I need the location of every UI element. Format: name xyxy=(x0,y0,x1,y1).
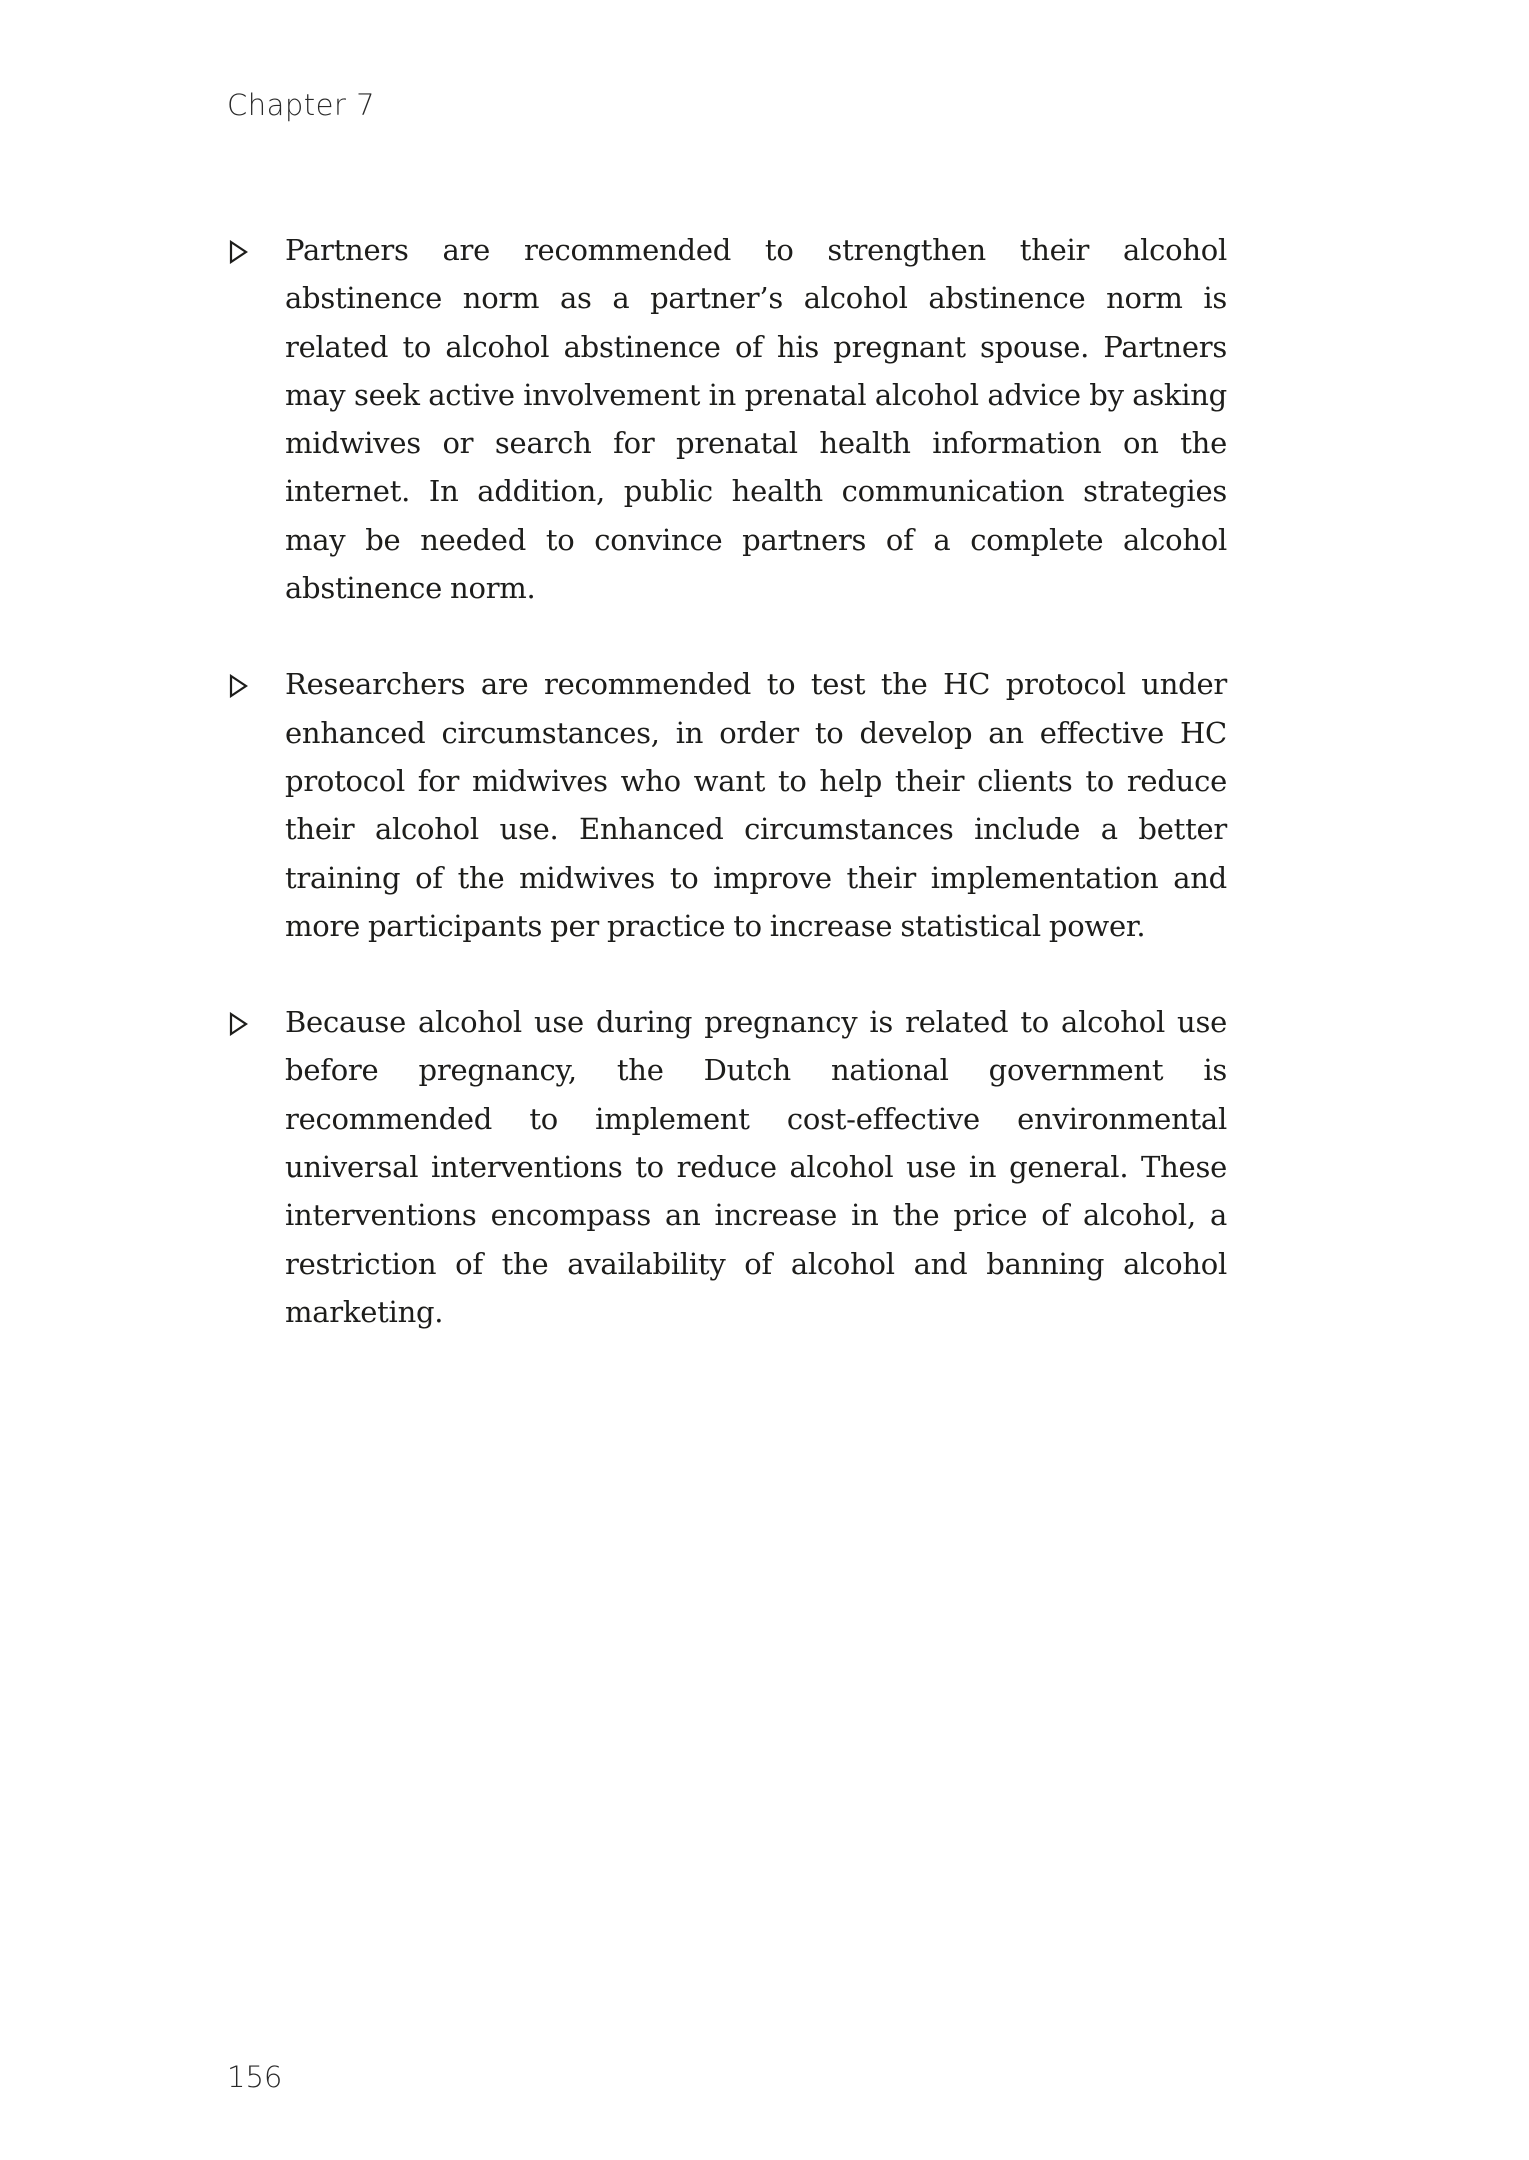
list-item xyxy=(227,226,1227,612)
running-head: Chapter 7 xyxy=(227,88,376,122)
list-item xyxy=(227,998,1227,1336)
open-triangle-right-icon xyxy=(229,240,249,264)
recommendation-list xyxy=(227,226,1227,1384)
list-item-text: Partners are recommended to strengthen their alcohol abstinence norm as a partner’s alcohol abstinence norm is related to alcohol abstinence of his pregnant spouse. Partners may seek active involvement in prenatal alcohol advice by asking midwives or search for prenatal health information on the internet. In addition, public health communication strategies may be needed to convince partners of a complete alcohol abstinence norm. xyxy=(285,233,1227,606)
open-triangle-right-icon xyxy=(229,1012,249,1036)
page-number: 156 xyxy=(227,2060,283,2094)
list-item-text: Researchers are recommended to test the HC protocol under enhanced circumstances, in order to develop an effective HC protocol for midwives who want to help their clients to reduce their alcohol use. Enhanced circumstances include a better training of the midwives to improve their implementation and more participants per practice to increase statistical power. xyxy=(285,667,1227,943)
list-item-text: Because alcohol use during pregnancy is related to alcohol use before pregnancy, the Dutch national government is recommended to implement cost-effective environmental universal interventions to reduce alcohol use in general. These interventions encompass an increase in the price of alcohol, a restriction of the availability of alcohol and banning alcohol marketing. xyxy=(285,1005,1227,1329)
list-item xyxy=(227,660,1227,950)
open-triangle-right-icon xyxy=(229,674,249,698)
